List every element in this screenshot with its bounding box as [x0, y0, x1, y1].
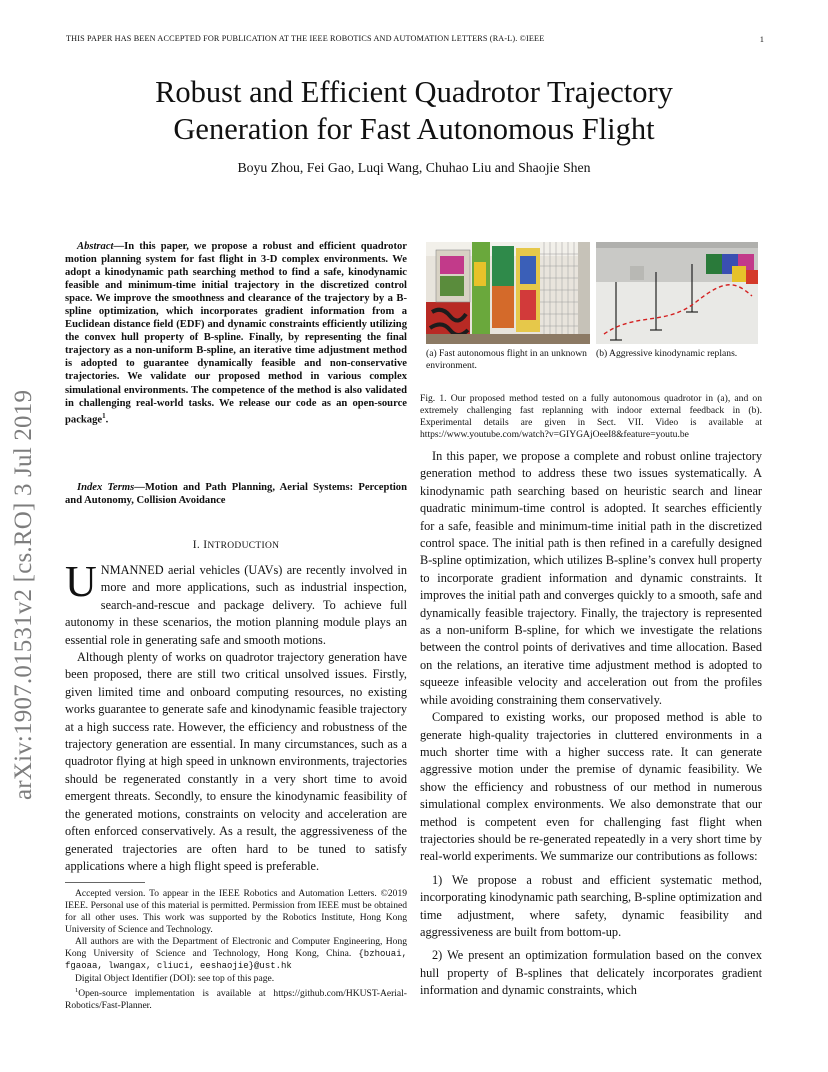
author-emails: {bzhouai, fgaoaa, lwangax, cliuci, eeshaojie}@ust.hk — [65, 948, 407, 972]
intro-p1-text: NMANNED aerial vehicles (UAVs) are recently involved in more and more applications, such as industrial inspection, search-and-rescue and package delivery. To achieve full autonomy in these scenarios, the motion planning module plays an essential role in generating safe and smooth motions. — [65, 563, 407, 647]
footnote-doi: Digital Object Identifier (DOI): see top of this page. — [75, 973, 275, 985]
right-column-text — [420, 448, 762, 1000]
author-list: Boyu Zhou, Fei Gao, Luqi Wang, Chuhao Liu and Shaojie Shen — [237, 160, 591, 175]
title-line-1: Robust and Efficient Quadrotor Trajectory — [155, 75, 673, 109]
arxiv-stamp: arXiv:1907.01531v2 [cs.RO] 3 Jul 2019 — [10, 389, 37, 800]
section-title-rest: NTRODUCTION — [207, 541, 280, 551]
footnote-rule — [65, 882, 145, 883]
intro-paragraph-1 — [65, 557, 407, 649]
running-head: THIS PAPER HAS BEEN ACCEPTED FOR PUBLICATION AT THE IEEE ROBOTICS AND AUTOMATION LETTERS (RA-L). ©IEEE — [66, 34, 545, 43]
index-terms-text: —Motion and Path Planning, Aerial Systems: Perception and Autonomy, Collision Avoidance — [65, 482, 407, 507]
introduction-text — [65, 557, 407, 875]
figure-1b-caption: (b) Aggressive kinodynamic replans. — [596, 348, 738, 359]
dropcap-letter: U — [65, 557, 97, 606]
right-paragraph-2: Compared to existing works, our proposed method is able to generate high-quality trajectories in cluttered environments in a much shorter time with a higher success rate. It can generate aggressive motion under the premise of dynamic feasibility. We show the efficiency and robustness of our method in numerous simulational complex environments. We also demonstrate that our method is competent even for challenging fast flight when trajectories should be re-generated repeatedly in a very short time by real-world experiments. We summarize our contributions as follows: — [420, 710, 762, 864]
abstract-end: . — [105, 414, 109, 426]
title-line-2: Generation for Fast Autonomous Flight — [173, 112, 655, 146]
section-heading — [65, 539, 407, 551]
affiliation-text: All authors are with the Department of Electronic and Computer Engineering, Hong Kong University of Science and Technology, Hong Kong, China. — [65, 935, 407, 959]
abstract-lead: Abstract — [77, 241, 114, 252]
footnote-code — [65, 985, 407, 1012]
footnote-code-text: Open-source implementation is available at https://github.com/HKUST-Aerial-Robotics/Fast-Planner. — [65, 988, 407, 1012]
right-paragraph-1: In this paper, we propose a complete and robust online trajectory generation method to address these two issues systematically. A kinodynamic path searching based on heuristic search and linear quadratic minimum-time control is adopted. It searches efficiently for a safe, feasible and minimum-time initial path in the discretized control space. The initial path is then refined in a carefully designed B-spline optimization, which utilizes B-spline’s convex hull property to incorporate gradient information and dynamic constraints. It improves the initial path and converges quickly to a smooth, safe and dynamically feasible trajectory. Finally, the trajectory is represented as a non-uniform B-spline, for which we investigate the relations between the control points of derivatives and time allocation. Based on the relations, an iterative time adjustment method is adopted to squeeze infeasible velocity and acceleration out from the profiles while avoiding constraining them conservatively. — [420, 449, 762, 707]
figure-1a-caption: (a) Fast autonomous flight in an unknown environment. — [426, 348, 587, 371]
intro-paragraph-2: Although plenty of works on quadrotor trajectory generation have been proposed, there are still two critical unsolved issues. Firstly, given limited time and onboard computing resources, no existing works guarantee to generate safe and kinodynamic feasible trajectory at a high success rate. However, the efficiency and robustness of the trajectory generation are essential. In many circumstances, such as a quadrotor flying at high speed in unknown environments, trajectories should be regenerated constantly in a very short time to avoid emergent threats. Secondly, to ensure the kinodynamic feasibility of the generated motions, constraints on velocity and acceleration are often enforced conservatively. As a result, the aggressiveness of the generated trajectories are often hard to be tuned to satisfy applications where a high flight speed is preferable. — [65, 650, 407, 873]
section-initial: I — [203, 539, 208, 551]
abstract-text: —In this paper, we propose a robust and efficient quadrotor motion planning system for fast flight in 3-D complex environments. We adopt a kinodynamic path searching method to find a safe, kinodynamic feasible and minimum-time initial trajectory in the discretized control space. We improve the smoothness and clearance of the trajectory by a B-spline optimization, which incorporates gradient information from a Euclidean distance field (EDF) and dynamic constraints efficiently utilizing the convex hull property of B-spline. Finally, by representing the final trajectory as a non-uniform B-spline, an iterative time adjustment method is adopted to guarantee dynamically feasible and non-conservative trajectories. We validate our proposed method in various complex simulational environments. The competence of the method is also validated in challenging real-world tasks. We release our code as an open-source package — [65, 241, 407, 426]
footnotes — [65, 888, 407, 1012]
figure-1a-illustration — [426, 242, 590, 344]
figure-1b-illustration — [596, 242, 758, 344]
contribution-2: 2) We present an optimization formulation based on the convex hull property of B-splines that delicately incorporates gradient information and dynamic constraints, which — [420, 948, 762, 998]
index-terms — [65, 481, 407, 507]
section-number: I. — [192, 539, 201, 551]
abstract — [65, 240, 407, 426]
contribution-1: 1) We propose a robust and efficient systematic method, incorporating kinodynamic path searching, B-spline optimization and time adjustment, where safety, dynamic feasibility and aggressiveness are built from bottom-up. — [420, 872, 762, 939]
figure-1b-photo — [596, 242, 758, 344]
paper-title — [60, 74, 768, 148]
index-terms-lead: Index Terms — [77, 482, 135, 493]
abstract-footnote-mark: 1 — [102, 411, 106, 420]
footnote-affiliation — [65, 936, 407, 974]
footnote-code-mark: 1 — [75, 987, 79, 995]
figure-1-caption: Fig. 1. Our proposed method tested on a fully autonomous quadrotor in (a), and on extremely challenging fast replanning with indoor external feedback in (b). Experimental details are given in Sect. VII. Video is available at https://www.youtube.com/watch?v=GIYGAjOeeI8&feature=youtu.be — [420, 393, 762, 440]
page-number: 1 — [759, 34, 764, 44]
figure-1a-photo — [426, 242, 590, 344]
footnote-accepted: Accepted version. To appear in the IEEE Robotics and Automation Letters. ©2019 IEEE. Personal use of this material is permitted. Permission from IEEE must be obtained for all other uses. This work was supported by the Robotics Institute, Hong Kong University of Science and Technology. — [65, 888, 407, 935]
